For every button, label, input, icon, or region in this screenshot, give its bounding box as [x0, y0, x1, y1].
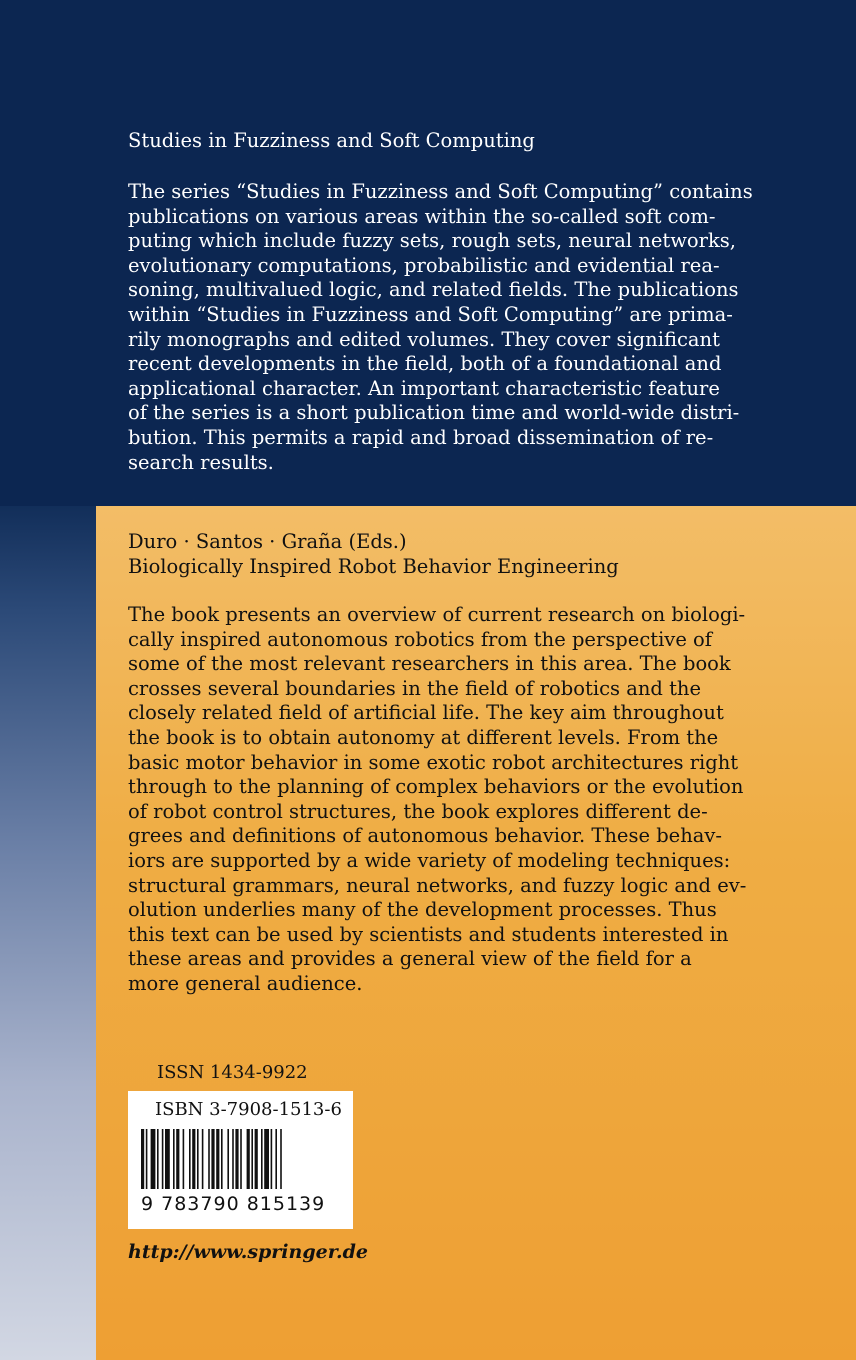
barcode-bar	[202, 1129, 204, 1189]
barcode-bar	[146, 1129, 148, 1189]
barcode-bar	[141, 1129, 144, 1189]
series-line: evolutionary computations, probabilistic and evidential rea-	[128, 253, 720, 277]
book-line: the book is to obtain autonomy at different levels. From the	[128, 725, 719, 749]
barcode-bar	[211, 1129, 214, 1189]
barcode-bar	[264, 1129, 269, 1189]
barcode-bar	[183, 1129, 185, 1189]
barcode-bar	[221, 1129, 223, 1189]
publisher-url: http://www.springer.de	[128, 1241, 368, 1263]
barcode-bar	[227, 1129, 229, 1189]
barcode-bar	[232, 1129, 234, 1189]
barcode-bar	[240, 1129, 242, 1189]
barcode-bar	[247, 1129, 250, 1189]
book-line: cally inspired autonomous robotics from the perspective of	[128, 627, 713, 651]
book-line: closely related field of artificial life. The key aim throughout	[128, 701, 724, 725]
series-line: publications on various areas within the so-called soft com-	[128, 204, 716, 228]
barcode-bars	[141, 1129, 341, 1189]
book-line: through to the planning of complex behaviors or the evolution	[128, 775, 744, 799]
series-line: search results.	[128, 450, 274, 474]
book-line: of robot control structures, the book explores different de-	[128, 799, 708, 823]
book-authors: Duro · Santos · Graña (Eds.)	[128, 530, 407, 553]
book-line: this text can be used by scientists and students interested in	[128, 922, 729, 946]
book-line: The book presents an overview of current research on biologi-	[128, 603, 746, 626]
book-line: some of the most relevant researchers in this area. The book	[128, 652, 731, 676]
series-line: bution. This permits a rapid and broad dissemination of re-	[128, 425, 714, 449]
issn-label: ISSN 1434-9922	[157, 1062, 308, 1083]
book-line: basic motor behavior in some exotic robot architectures right	[128, 750, 739, 774]
barcode-bar	[280, 1129, 282, 1189]
barcode-bar	[192, 1129, 195, 1189]
book-description	[128, 603, 747, 997]
barcode-bar	[271, 1129, 273, 1189]
series-line: within “Studies in Fuzziness and Soft Computing” are prima-	[128, 302, 733, 326]
barcode-bar	[275, 1129, 277, 1189]
series-line: applicational character. An important characteristic feature	[128, 376, 720, 400]
barcode-number: 9 783790 815139	[141, 1193, 326, 1215]
barcode-bar	[216, 1129, 219, 1189]
book-line: grees and definitions of autonomous behavior. These behav-	[128, 824, 723, 848]
barcode-block	[128, 1091, 353, 1229]
barcode-bar	[197, 1129, 199, 1189]
barcode-bar	[151, 1129, 156, 1189]
series-line: recent developments in the field, both of a foundational and	[128, 352, 722, 376]
barcode-bar	[157, 1129, 159, 1189]
series-line: soning, multivalued logic, and related fields. The publications	[128, 278, 739, 302]
isbn-label: ISBN 3-7908-1513-6	[155, 1099, 342, 1120]
book-line: iors are supported by a wide variety of modeling techniques:	[128, 848, 731, 872]
book-line: crosses several boundaries in the field of robotics and the	[128, 676, 702, 700]
series-line: The series “Studies in Fuzziness and Soft Computing” contains	[128, 180, 753, 203]
book-title: Biologically Inspired Robot Behavior Engineering	[128, 555, 619, 578]
series-line: rily monographs and edited volumes. They cover significant	[128, 327, 720, 351]
book-line: these areas and provides a general view of the field for a	[128, 947, 692, 971]
barcode-bar	[176, 1129, 179, 1189]
book-line: olution underlies many of the development processes. Thus	[128, 898, 717, 922]
book-line: structural grammars, neural networks, and fuzzy logic and ev-	[128, 873, 747, 897]
barcode-bar	[235, 1129, 238, 1189]
barcode-bar	[162, 1129, 164, 1189]
barcode-bar	[189, 1129, 191, 1189]
barcode-bar	[251, 1129, 253, 1189]
series-title: Studies in Fuzziness and Soft Computing	[128, 129, 535, 152]
series-line: puting which include fuzzy sets, rough sets, neural networks,	[128, 229, 736, 253]
barcode-bar	[255, 1129, 258, 1189]
series-line: of the series is a short publication time and world-wide distri-	[128, 401, 740, 425]
barcode-bar	[261, 1129, 263, 1189]
book-line: more general audience.	[128, 971, 363, 995]
barcode-bar	[173, 1129, 175, 1189]
barcode-bar	[165, 1129, 170, 1189]
series-description	[128, 180, 753, 475]
barcode-bar	[208, 1129, 210, 1189]
